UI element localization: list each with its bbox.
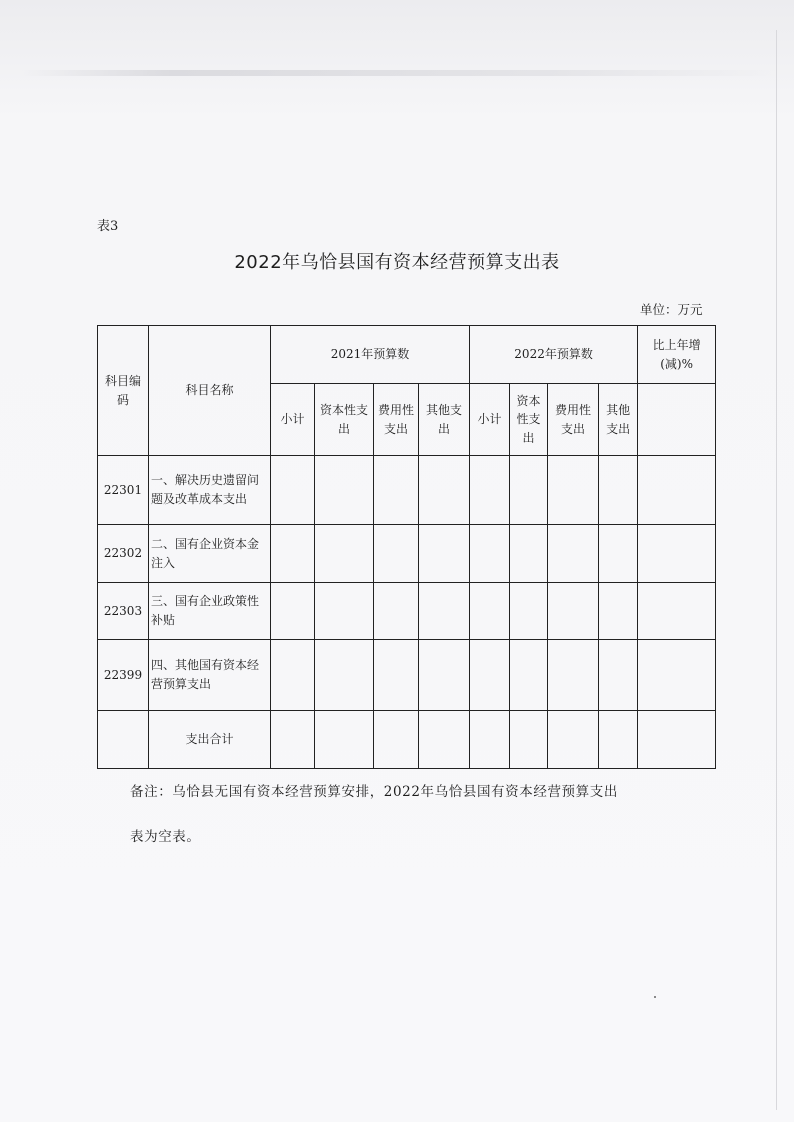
budget-table xyxy=(97,325,716,769)
row-name: 一、解决历史遗留问题及改革成本支出 xyxy=(149,456,271,525)
cell xyxy=(271,640,315,711)
cell xyxy=(315,456,374,525)
header-name: 科目名称 xyxy=(149,326,271,456)
cell xyxy=(374,583,419,640)
header-2022-budget: 2022年预算数 xyxy=(470,326,638,384)
cell xyxy=(470,456,510,525)
table-row xyxy=(98,525,716,583)
cell xyxy=(638,711,716,769)
cell xyxy=(315,525,374,583)
table-number-label: 表3 xyxy=(97,219,119,234)
table-row xyxy=(98,640,716,711)
cell xyxy=(374,525,419,583)
cell xyxy=(638,525,716,583)
page-title: 2022年乌恰县国有资本经营预算支出表 xyxy=(234,252,560,273)
header-row-1 xyxy=(98,326,716,384)
cell xyxy=(374,640,419,711)
note-line-2: 表为空表。 xyxy=(130,829,201,845)
header-change-blank xyxy=(638,384,716,456)
row-code: 22302 xyxy=(98,525,149,583)
cell xyxy=(548,525,599,583)
note-line-1: 备注：乌恰县无国有资本经营预算安排，2022年乌恰县国有资本经营预算支出 xyxy=(130,784,618,800)
row-name: 四、其他国有资本经营预算支出 xyxy=(149,640,271,711)
total-code-blank xyxy=(98,711,149,769)
cell xyxy=(419,583,470,640)
cell xyxy=(271,525,315,583)
cell xyxy=(470,711,510,769)
cell xyxy=(599,456,638,525)
header-2021-budget: 2021年预算数 xyxy=(271,326,470,384)
cell xyxy=(374,711,419,769)
cell xyxy=(548,711,599,769)
table-row xyxy=(98,583,716,640)
total-row xyxy=(98,711,716,769)
cell xyxy=(599,640,638,711)
header-2021-expense: 费用性支出 xyxy=(374,384,419,456)
row-name: 二、国有企业资本金注入 xyxy=(149,525,271,583)
header-2021-subtotal: 小计 xyxy=(271,384,315,456)
cell xyxy=(599,711,638,769)
header-code: 科目编码 xyxy=(98,326,149,456)
row-code: 22301 xyxy=(98,456,149,525)
scan-edge-line xyxy=(776,30,777,1110)
cell xyxy=(638,456,716,525)
header-2022-subtotal: 小计 xyxy=(470,384,510,456)
row-code: 22399 xyxy=(98,640,149,711)
cell xyxy=(638,583,716,640)
cell xyxy=(374,456,419,525)
cell xyxy=(470,583,510,640)
cell xyxy=(548,640,599,711)
row-code: 22303 xyxy=(98,583,149,640)
cell xyxy=(470,525,510,583)
cell xyxy=(419,525,470,583)
cell xyxy=(271,456,315,525)
cell xyxy=(271,583,315,640)
cell xyxy=(599,525,638,583)
total-label: 支出合计 xyxy=(149,711,271,769)
header-2021-other: 其他支出 xyxy=(419,384,470,456)
cell xyxy=(271,711,315,769)
header-2021-capital: 资本性支出 xyxy=(315,384,374,456)
cell xyxy=(548,583,599,640)
cell xyxy=(419,711,470,769)
cell xyxy=(510,583,548,640)
cell xyxy=(510,640,548,711)
cell xyxy=(470,640,510,711)
cell xyxy=(510,525,548,583)
scan-artifact-line xyxy=(20,70,780,76)
header-2022-capital: 资本性支出 xyxy=(510,384,548,456)
table-row xyxy=(98,456,716,525)
cell xyxy=(419,456,470,525)
header-change: 比上年增(减)% xyxy=(638,326,716,384)
cell xyxy=(599,583,638,640)
cell xyxy=(638,640,716,711)
row-name: 三、国有企业政策性补贴 xyxy=(149,583,271,640)
unit-label: 单位：万元 xyxy=(640,302,703,317)
cell xyxy=(315,711,374,769)
cell xyxy=(548,456,599,525)
header-2022-other: 其他支出 xyxy=(599,384,638,456)
cell xyxy=(419,640,470,711)
cell xyxy=(315,583,374,640)
cell xyxy=(510,456,548,525)
cell xyxy=(510,711,548,769)
scan-speck xyxy=(654,996,656,998)
header-2022-expense: 费用性支出 xyxy=(548,384,599,456)
cell xyxy=(315,640,374,711)
